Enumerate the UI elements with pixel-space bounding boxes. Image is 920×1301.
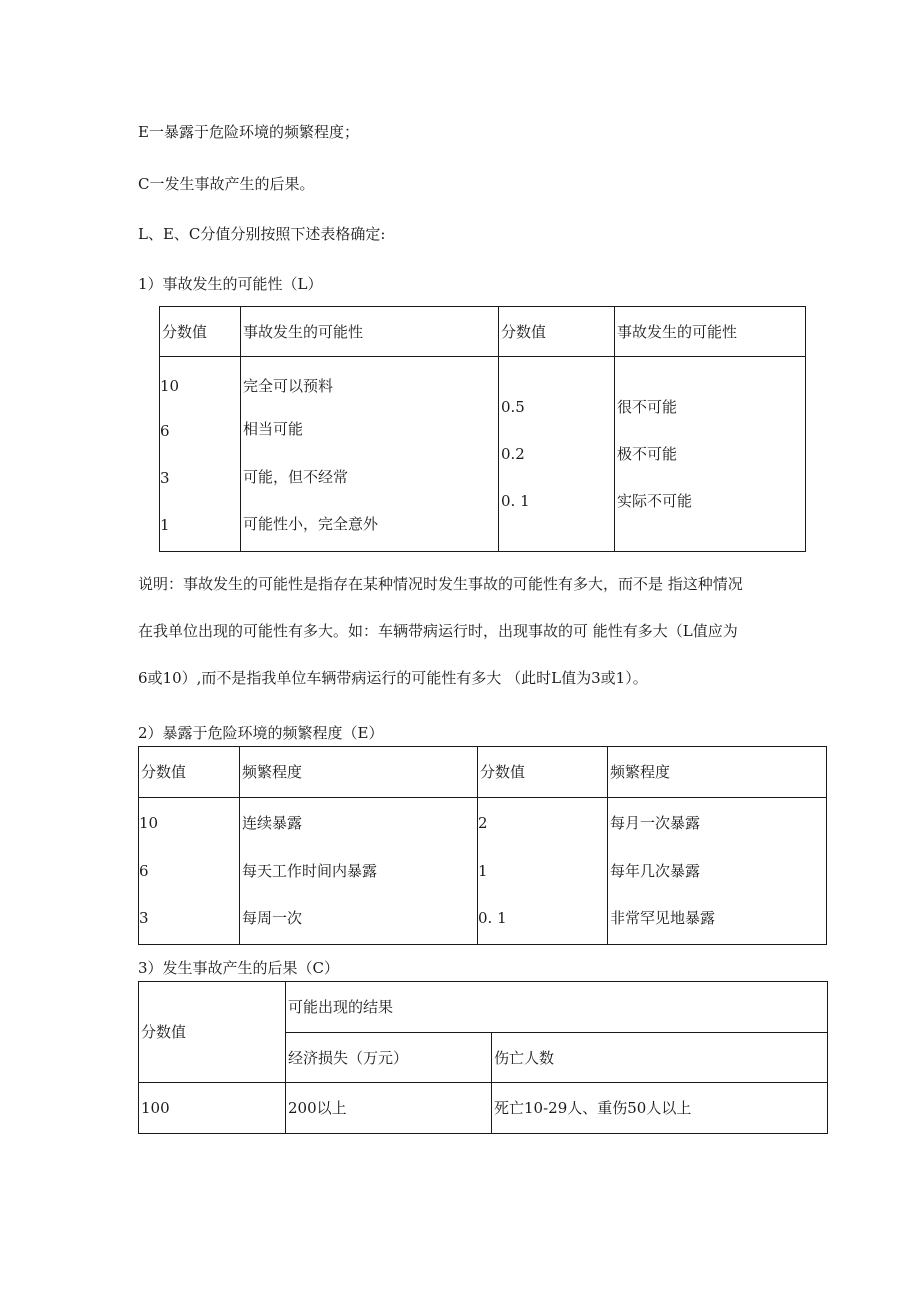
note-line: 在我单位出现的可能性有多大。如：车辆带病运行时，出现事故的可 能性有多大（L值应为 (138, 622, 738, 640)
table-e-cell: 非常罕见地暴露 (610, 909, 716, 927)
table-l-left-scores (160, 357, 241, 552)
intro-line-lec: L、E、C分值分别按照下述表格确定: (138, 225, 386, 243)
table-e-cell: 每天工作时间内暴露 (242, 862, 378, 880)
table-consequence (138, 981, 828, 1134)
table-c-header-result: 可能出现的结果 (286, 982, 828, 1033)
table-e-heading: 2）暴露于危险环境的频繁程度（E） (138, 724, 384, 742)
table-l-desc: 可能，但不经常 (243, 468, 349, 486)
table-l-score: 6 (160, 422, 170, 440)
table-e-cell: 3 (139, 909, 149, 927)
table-e-header-score: 分数值 (139, 747, 240, 798)
table-c-header-casualty: 伤亡人数 (492, 1033, 828, 1083)
table-e-cell: 每月一次暴露 (610, 814, 701, 832)
table-l-score: 0.5 (501, 398, 525, 416)
table-l-left-descs (241, 357, 499, 552)
table-l-right-descs (615, 357, 806, 552)
note-line: 说明：事故发生的可能性是指存在某种情况时发生事故的可能性有多大，而不是 指这种情况 (138, 575, 743, 593)
table-e-col-3 (478, 798, 608, 945)
table-c-header-score: 分数值 (139, 982, 286, 1083)
table-likelihood (159, 306, 806, 552)
table-c-header-econ: 经济损失（万元） (286, 1033, 492, 1083)
table-e-header-score-2: 分数值 (478, 747, 608, 798)
intro-line-c: C一发生事故产生的后果。 (138, 175, 315, 193)
table-l-header-desc-2: 事故发生的可能性 (615, 307, 806, 357)
table-l-score: 3 (160, 469, 170, 487)
intro-line-e: E一暴露于危险环境的频繁程度； (138, 123, 359, 141)
table-exposure (138, 746, 827, 945)
note-paragraph (138, 574, 838, 715)
table-l-desc: 相当可能 (243, 420, 304, 438)
table-l-desc: 可能性小，完全意外 (243, 515, 379, 533)
table-e-cell: 连续暴露 (242, 814, 303, 832)
table-l-desc: 完全可以预料 (243, 377, 334, 395)
table-e-cell: 2 (478, 814, 488, 832)
table-e-header-freq: 频繁程度 (240, 747, 478, 798)
table-e-cell: 1 (478, 862, 488, 880)
table-l-desc: 实际不可能 (617, 492, 693, 510)
table-l-desc: 极不可能 (617, 445, 678, 463)
table-e-col-4 (608, 798, 827, 945)
table-l-score: 1 (160, 516, 170, 534)
table-l-header-desc: 事故发生的可能性 (241, 307, 499, 357)
table-e-col-2 (240, 798, 478, 945)
table-e-cell: 10 (139, 814, 159, 832)
table-c-cell: 死亡10-29人、重伤50人以上 (492, 1083, 828, 1134)
table-l-score: 0.2 (501, 445, 525, 463)
table-e-cell: 每周一次 (242, 909, 303, 927)
table-e-cell: 每年几次暴露 (610, 862, 701, 880)
table-l-heading: 1）事故发生的可能性（L） (138, 275, 323, 293)
table-l-header-score-2: 分数值 (499, 307, 615, 357)
table-c-cell: 100 (139, 1083, 286, 1134)
table-l-right-scores (499, 357, 615, 552)
table-l-desc: 很不可能 (617, 398, 678, 416)
table-l-score: 0. 1 (501, 492, 530, 510)
table-l-header-score: 分数值 (160, 307, 241, 357)
table-c-cell: 200以上 (286, 1083, 492, 1134)
note-line: 6或10）,而不是指我单位车辆带病运行的可能性有多大 （此时L值为3或1）。 (138, 669, 648, 687)
table-l-score: 10 (160, 377, 180, 395)
table-e-col-1 (139, 798, 240, 945)
table-e-header-freq-2: 频繁程度 (608, 747, 827, 798)
table-e-cell: 0. 1 (478, 909, 507, 927)
table-e-cell: 6 (139, 862, 149, 880)
table-c-heading: 3）发生事故产生的后果（C） (138, 959, 340, 977)
